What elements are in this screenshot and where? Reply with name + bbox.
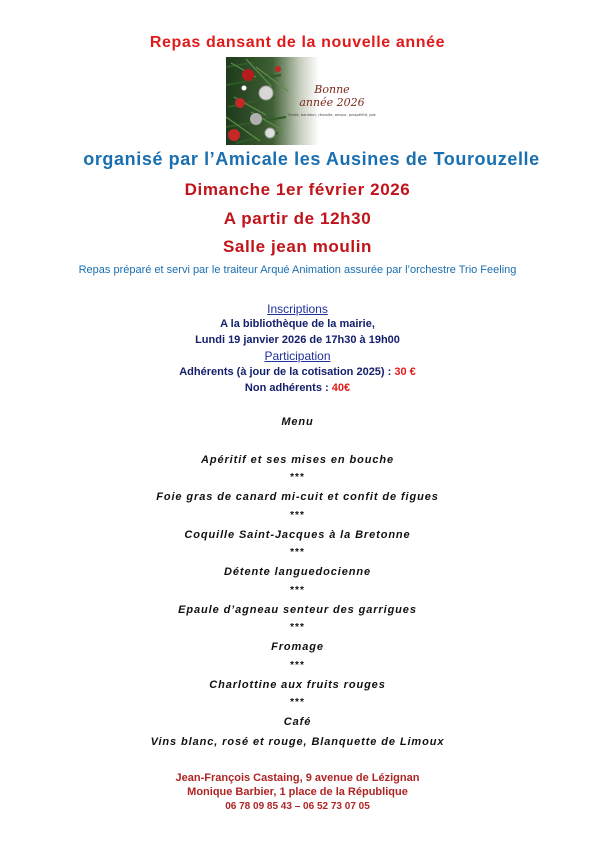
new-year-banner-image	[226, 57, 381, 145]
menu-item: Fromage	[271, 641, 324, 653]
participation-heading: Participation	[264, 349, 331, 363]
menu-wines: Vins blanc, rosé et rouge, Blanquette de Limoux	[150, 736, 445, 748]
inscriptions-place: A la bibliothèque de la mairie,	[220, 318, 375, 330]
menu-separator: ***	[290, 547, 305, 558]
menu-heading: Menu	[281, 416, 314, 428]
menu-separator: ***	[290, 510, 305, 521]
banner-line1: Bonne	[314, 83, 350, 96]
christmas-decoration-image	[226, 57, 381, 145]
inscriptions-heading: Inscriptions	[267, 302, 328, 316]
inscriptions-when: Lundi 19 janvier 2026 de 17h30 à 19h00	[195, 334, 400, 346]
page-title: Repas dansant de la nouvelle année	[149, 34, 446, 51]
contact-phones: 06 78 09 85 43 – 06 52 73 07 05	[225, 801, 370, 812]
event-time: A partir de 12h30	[223, 209, 372, 228]
menu-item: Charlottine aux fruits rouges	[209, 679, 386, 691]
contact-line-2: Monique Barbier, 1 place de la République	[187, 786, 408, 798]
menu-item: Foie gras de canard mi-cuit et confit de figues	[156, 491, 439, 503]
event-date: Dimanche 1er février 2026	[184, 180, 411, 199]
menu-separator: ***	[290, 585, 305, 596]
event-venue: Salle jean moulin	[222, 237, 373, 256]
banner-line2: année 2026	[299, 96, 365, 109]
menu-separator: ***	[290, 472, 305, 483]
non-members-price-line	[0, 382, 595, 394]
non-members-price: 40€	[331, 382, 351, 394]
menu-separator: ***	[290, 660, 305, 671]
menu-item: Epaule d’agneau senteur des garrigues	[178, 604, 417, 616]
contact-line-1: Jean-François Castaing, 9 avenue de Lézignan	[175, 772, 420, 784]
banner-tagline: Santé, bonheur, réussite, amour, prospérité, joie	[288, 113, 376, 117]
non-members-label: Non adhérents :	[244, 382, 332, 394]
menu-item: Coquille Saint-Jacques à la Bretonne	[184, 529, 411, 541]
members-price-line	[0, 366, 595, 378]
caterer-line: Repas préparé et servi par le traiteur Arqué Animation assurée par l’orchestre Trio Feeling	[78, 264, 517, 276]
members-label: Adhérents (à jour de la cotisation 2025) :	[179, 366, 395, 378]
menu-separator: ***	[290, 622, 305, 633]
members-price: 30 €	[394, 366, 416, 378]
menu-item: Détente languedocienne	[224, 566, 371, 578]
menu-separator: ***	[290, 697, 305, 708]
organizer-line: organisé par l’Amicale les Ausines de Tourouzelle	[83, 149, 540, 169]
menu-item: Apéritif et ses mises en bouche	[201, 454, 394, 466]
menu-item: Café	[283, 716, 312, 728]
